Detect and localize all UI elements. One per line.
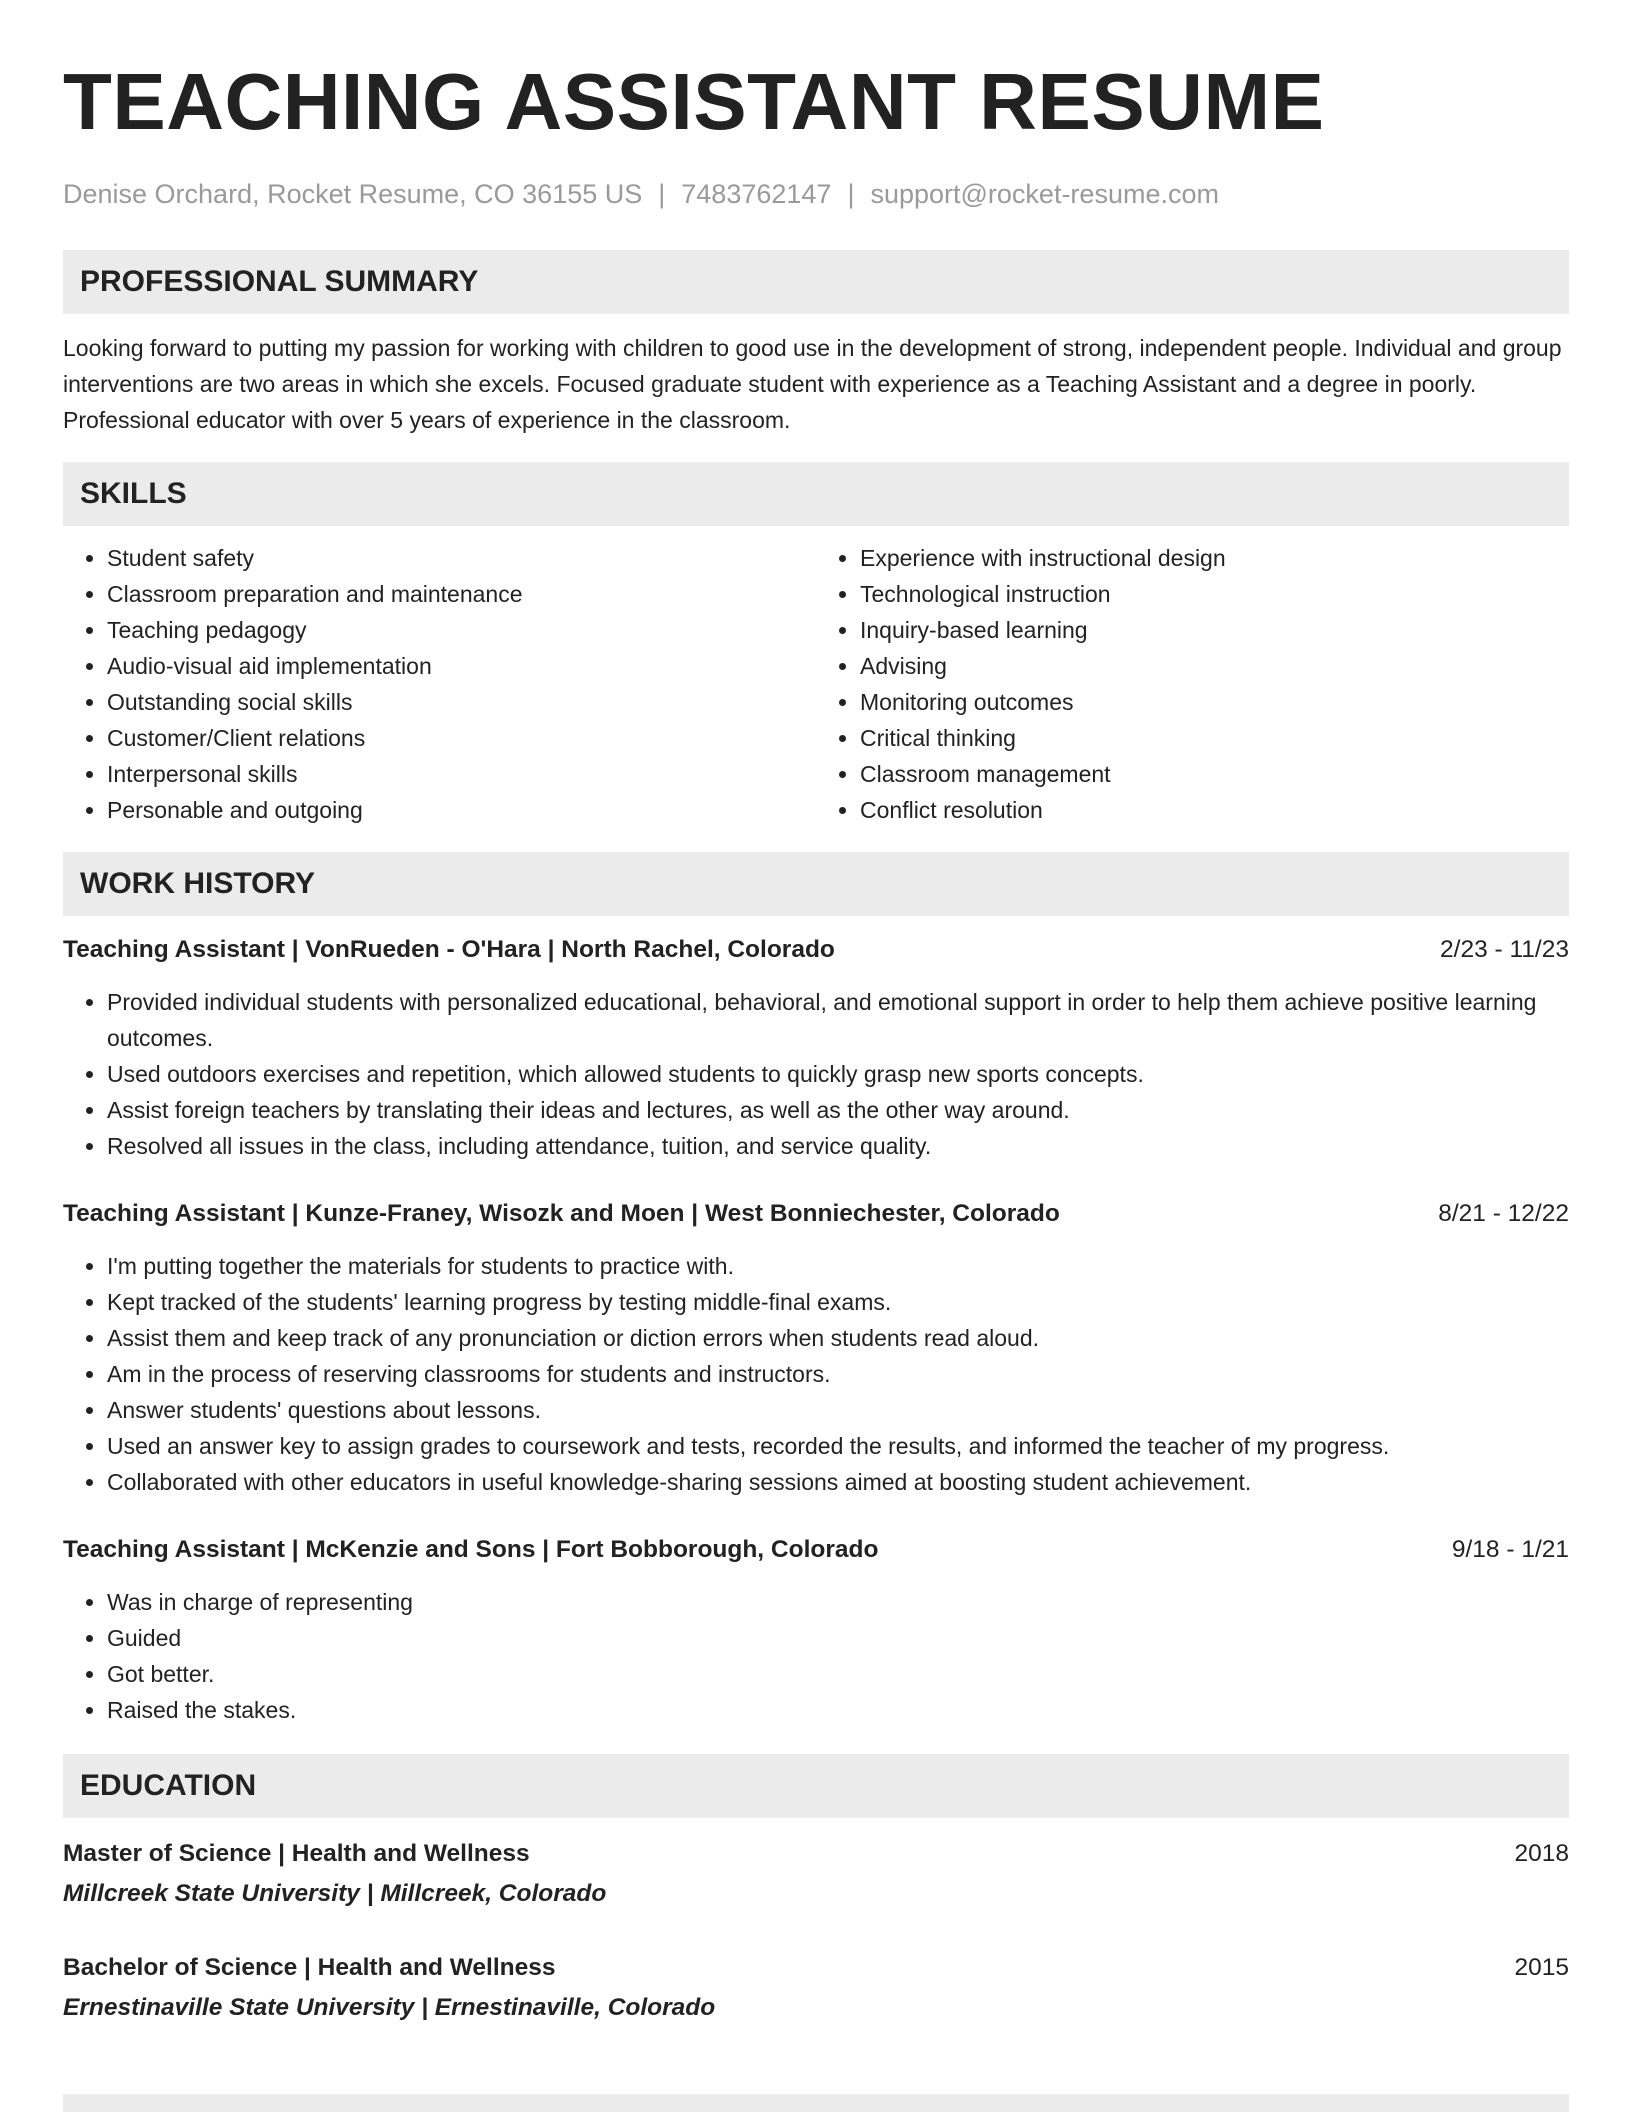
job-bullet: • Raised the stakes. [107,1692,1569,1728]
job-bullet: • I'm putting together the materials for students to practice with. [107,1248,1569,1284]
job-bullet: • Am in the process of reserving classrooms for students and instructors. [107,1356,1569,1392]
job-header [63,932,1569,968]
job-title: Teaching Assistant | VonRueden - O'Hara | North Rachel, Colorado [63,936,835,963]
job-bullet: • Assist them and keep track of any pronunciation or diction errors when students read aloud. [107,1320,1569,1356]
job-dates: 2/23 - 11/23 [1440,936,1569,963]
job-bullet: • Used outdoors exercises and repetition, which allowed students to quickly grasp new sports concepts. [107,1056,1569,1092]
education-entry [63,1948,1569,2028]
summary-text: Looking forward to putting my passion for working with children to good use in the development of strong, independent people. Individual and group interventions are two areas in which she excels. Focused graduate student with experience as a Teaching Assistant and a degree in poorly. Professional educator with over 5 years of experience in the classroom. [63,335,1562,433]
job-entry [63,1532,1569,1728]
job-bullet: • Answer students' questions about lessons. [107,1392,1569,1428]
job-bullet: • Was in charge of representing [107,1584,1569,1620]
job-entry [63,1196,1569,1500]
job-dates: 9/18 - 1/21 [1451,1536,1569,1563]
skill-item: • Personable and outgoing [107,792,816,828]
skill-item: • Monitoring outcomes [860,684,1569,720]
education-header [63,1948,1569,1988]
job-entry [63,932,1569,1164]
job-dates: 8/21 - 12/22 [1438,1200,1569,1227]
skills-list [63,540,1569,828]
skill-item: • Inquiry-based learning [860,612,1569,648]
skill-item: • Classroom management [860,756,1569,792]
skill-item: • Classroom preparation and maintenance [107,576,816,612]
job-bullet: • Kept tracked of the students' learning progress by testing middle-final exams. [107,1284,1569,1320]
education-header [63,1834,1569,1874]
job-bullet: • Guided [107,1620,1569,1656]
contact-phone: 7483762147 [681,179,832,209]
contact-separator: | [658,179,666,209]
education-year: 2015 [1514,1954,1569,1981]
education-school: Ernestinaville State University | Ernestinaville, Colorado [63,1994,716,2021]
education-entry [63,1834,1569,1914]
skill-item: • Advising [860,648,1569,684]
skill-item: • Student safety [107,540,816,576]
skill-item: • Outstanding social skills [107,684,816,720]
skill-item: • Audio-visual aid implementation [107,648,816,684]
skill-item: • Interpersonal skills [107,756,816,792]
job-bullet: • Resolved all issues in the class, including attendance, tuition, and service quality. [107,1128,1569,1164]
skill-item: • Teaching pedagogy [107,612,816,648]
skill-item: • Customer/Client relations [107,720,816,756]
job-bullets [63,1248,1569,1500]
work-history-heading: WORK HISTORY [63,852,1569,916]
education-degree: Bachelor of Science | Health and Wellness [63,1954,556,1981]
skill-item: • Conflict resolution [860,792,1569,828]
education-degree: Master of Science | Health and Wellness [63,1840,530,1867]
contact-address: Denise Orchard, Rocket Resume, CO 36155 US [63,179,643,209]
contact-line [63,176,1569,212]
education-school: Millcreek State University | Millcreek, Colorado [63,1880,607,1907]
skills-column-left [63,540,816,828]
job-bullets [63,1584,1569,1728]
job-header [63,1532,1569,1568]
job-bullet: • Assist foreign teachers by translating their ideas and lectures, as well as the other way around. [107,1092,1569,1128]
skill-item: • Experience with instructional design [860,540,1569,576]
job-bullet: • Provided individual students with personalized educational, behavioral, and emotional support in order to help them achieve positive learning outcomes. [107,984,1569,1056]
next-section-heading-bar [63,2094,1569,2112]
skill-item: • Technological instruction [860,576,1569,612]
skills-column-right [816,540,1569,828]
education-heading: EDUCATION [63,1754,1569,1818]
education-year: 2018 [1514,1840,1569,1867]
skills-heading: SKILLS [63,462,1569,526]
job-header [63,1196,1569,1232]
job-title: Teaching Assistant | McKenzie and Sons | Fort Bobborough, Colorado [63,1536,879,1563]
resume-title: TEACHING ASSISTANT RESUME [63,57,1325,146]
contact-separator: | [847,179,855,209]
job-bullet: • Used an answer key to assign grades to coursework and tests, recorded the results, and informed the teacher of my progress. [107,1428,1569,1464]
job-title: Teaching Assistant | Kunze-Franey, Wisozk and Moen | West Bonniechester, Colorado [63,1200,1060,1227]
summary-heading: PROFESSIONAL SUMMARY [63,250,1569,314]
contact-email[interactable]: support@rocket-resume.com [870,179,1219,209]
job-bullets [63,984,1569,1164]
job-bullet: • Collaborated with other educators in useful knowledge-sharing sessions aimed at boosting student achievement. [107,1464,1569,1500]
job-bullet: • Got better. [107,1656,1569,1692]
skill-item: • Critical thinking [860,720,1569,756]
